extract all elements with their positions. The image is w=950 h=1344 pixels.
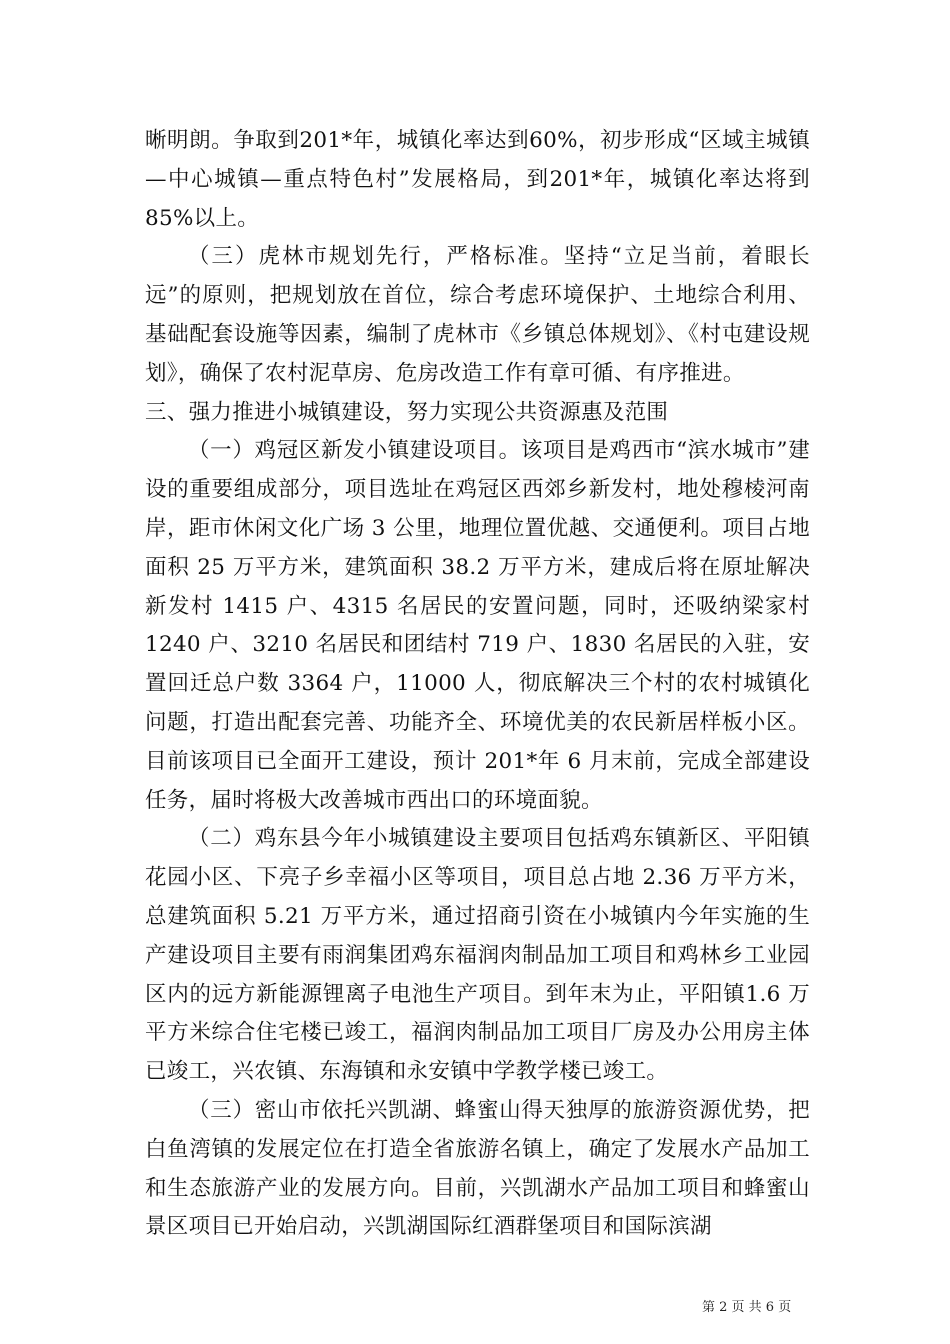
document-body [145, 122, 810, 1247]
paragraph-hulin-planning: （三）虎林市规划先行，严格标准。坚持“立足当前，着眼长远”的原则，把规划放在首位，综合考虑环境保护、土地综合利用、基础配套设施等因素，编制了虎林市《乡镇总体规划》、《村屯建设规划》，确保了农村泥草房、危房改造工作有章可循、有序推进。 [145, 244, 810, 386]
paragraph-continuation: 晰明朗。争取到201*年，城镇化率达到60%，初步形成“区域主城镇—中心城镇—重点特色村”发展格局，到201*年，城镇化率达将到85%以上。 [145, 128, 810, 231]
paragraph-jidong-projects: （二）鸡东县今年小城镇建设主要项目包括鸡东镇新区、平阳镇花园小区、下亮子乡幸福小区等项目，项目总占地 2.36 万平方米，总建筑面积 5.21 万平方米，通过招商引资在小城镇内今年实施的生产建设项目主要有雨润集团鸡东福润肉制品加工项目和鸡林乡工业园区内的远方新能源锂离子电池生产项目。到年末为止，平阳镇1.6 万平方米综合住宅楼已竣工，福润肉制品加工项目厂房及办公用房主体已竣工，兴农镇、东海镇和永安镇中学教学楼已竣工。 [145, 826, 810, 1085]
page-number-footer: 第 2 页 共 6 页 [702, 1300, 792, 1315]
paragraph-mishan-tourism: （三）密山市依托兴凯湖、蜂蜜山得天独厚的旅游资源优势，把白鱼湾镇的发展定位在打造全省旅游名镇上，确定了发展水产品加工和生态旅游产业的发展方向。目前，兴凯湖水产品加工项目和蜂蜜山景区项目已开始启动，兴凯湖国际红酒群堡项目和国际滨湖 [145, 1097, 810, 1240]
section-heading-small-towns: 三、强力推进小城镇建设，努力实现公共资源惠及范围 [145, 399, 669, 425]
paragraph-jiguan-project: （一）鸡冠区新发小镇建设项目。该项目是鸡西市“滨水城市”建设的重要组成部分，项目选址在鸡冠区西郊乡新发村，地处穆棱河南岸，距市休闲文化广场 3 公里，地理位置优越、交通便利。项目占地面积 25 万平方米，建筑面积 38.2 万平方米，建成后将在原址解决新发村 1415 户、4315 名居民的安置问题，同时，还吸纳梁家村 1240 户、3210 名居民和团结村 719 户、1830 名居民的入驻，安置回迁总户数 3364 户，11000 人，彻底解决三个村的农村城镇化问题，打造出配套完善、功能齐全、环境优美的农民新居样板小区。目前该项目已全面开工建设，预计 201*年 6 月末前，完成全部建设任务，届时将极大改善城市西出口的环境面貌。 [145, 438, 810, 813]
